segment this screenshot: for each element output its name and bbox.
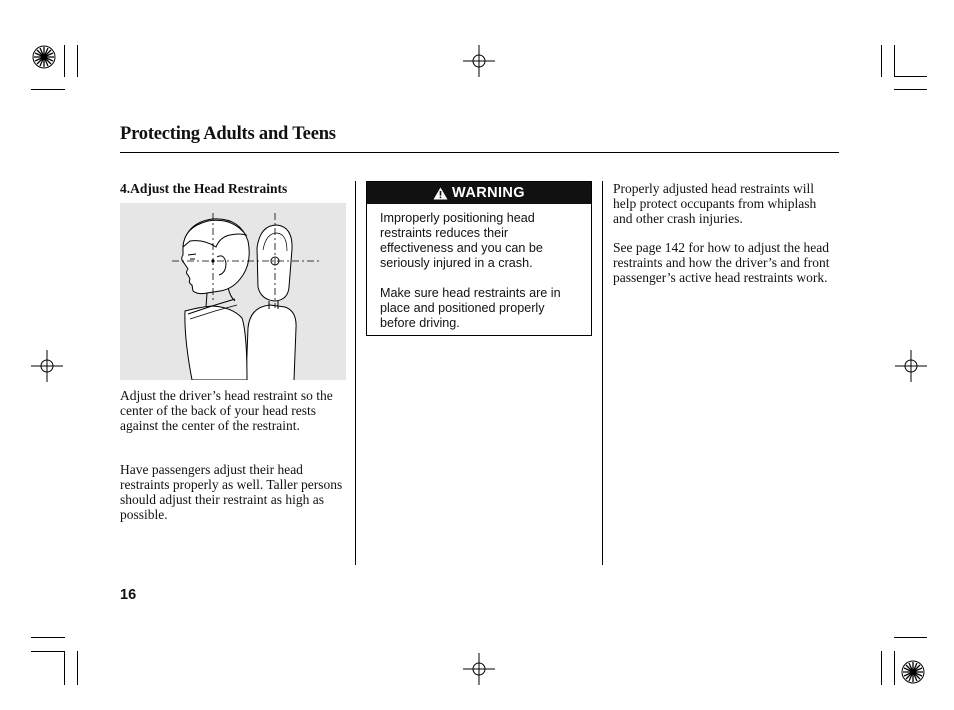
page-number: 16	[120, 587, 137, 603]
registration-target-icon	[900, 659, 926, 685]
column-divider	[355, 181, 356, 565]
crop-mark-icon	[31, 89, 65, 90]
head-restraint-drawing	[120, 203, 346, 380]
warning-box	[366, 181, 592, 336]
section-heading: 4.Adjust the Head Restraints	[120, 181, 288, 196]
crop-mark-icon	[64, 651, 65, 685]
warning-paragraph: Improperly positioning head restraints reduces their effectiveness and you can be seriously injured in a crash.	[380, 211, 543, 270]
crop-mark-icon	[881, 651, 882, 685]
instruction-paragraph: Have passengers adjust their head restraints properly as well. Taller persons should adjust their restraint as high as possible.	[120, 462, 343, 522]
warning-header	[367, 182, 591, 204]
column-divider	[602, 181, 603, 565]
registration-target-icon	[463, 653, 495, 685]
registration-target-icon	[31, 44, 57, 70]
page-title: Protecting Adults and Teens	[120, 124, 336, 144]
warning-label: WARNING	[452, 185, 525, 201]
crop-mark-icon	[77, 45, 78, 77]
crop-mark-icon	[894, 89, 927, 90]
warning-paragraph: Make sure head restraints are in place and positioned properly before driving.	[380, 286, 561, 330]
crop-mark-icon	[894, 637, 927, 638]
head-restraint-illustration	[120, 203, 346, 380]
crop-mark-icon	[31, 651, 65, 652]
crop-mark-icon	[31, 637, 65, 638]
registration-target-icon	[895, 350, 927, 382]
instruction-paragraph: Adjust the driver’s head restraint so the center of the back of your head rests against the center of the restraint.	[120, 388, 333, 433]
info-paragraph: Properly adjusted head restraints will help protect occupants from whiplash and other crash injuries.	[613, 181, 817, 226]
crop-mark-icon	[64, 45, 65, 77]
crop-mark-icon	[881, 45, 882, 77]
registration-target-icon	[463, 45, 495, 77]
info-paragraph: See page 142 for how to adjust the head restraints and how the driver’s and front passenger’s active head restraints work.	[613, 240, 830, 285]
warning-triangle-icon	[433, 187, 448, 200]
crop-mark-icon	[894, 76, 927, 77]
crop-mark-icon	[77, 651, 78, 685]
crop-mark-icon	[894, 651, 895, 685]
title-divider	[120, 152, 839, 153]
registration-target-icon	[31, 350, 63, 382]
crop-mark-icon	[894, 45, 895, 77]
